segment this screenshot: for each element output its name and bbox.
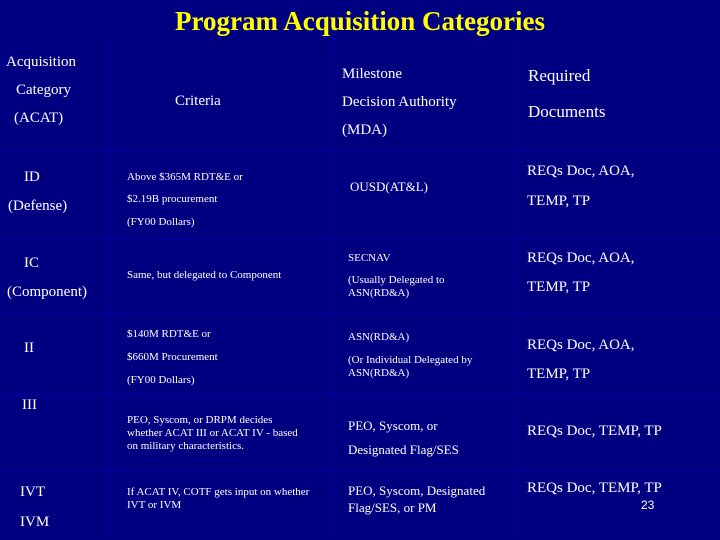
docs-iii: REQs Doc, TEMP, TP	[527, 423, 662, 439]
criteria-id-line1: Above $365M RDT&E or	[127, 171, 243, 183]
docs-id-line2: TEMP, TP	[527, 193, 591, 209]
row-divider	[0, 312, 720, 313]
mda-ii-line2: (Or Individual Delegated by ASN(RD&A)	[348, 354, 473, 379]
docs-ii-line1: REQs Doc, AOA,	[527, 337, 635, 353]
docs-ic-line1: REQs Doc, AOA,	[527, 250, 635, 266]
acat-id: ID	[24, 169, 40, 185]
mda-ii-line1: ASN(RD&A)	[348, 331, 410, 343]
acat-ii: II	[24, 340, 34, 356]
header-docs-line1: Required	[528, 66, 591, 85]
page-number: 23	[641, 498, 655, 512]
criteria-id-line2: $2.19B procurement	[127, 193, 218, 205]
mda-id: OUSD(AT&L)	[350, 179, 428, 194]
header-criteria: Criteria	[175, 93, 221, 109]
docs-id-line1: REQs Doc, AOA,	[527, 163, 635, 179]
criteria-ii-line1: $140M RDT&E or	[127, 328, 211, 340]
column-divider	[110, 38, 111, 538]
header-docs-line2: Documents	[528, 102, 606, 121]
row-divider	[0, 395, 720, 396]
acat-ivt: IVT	[20, 484, 45, 500]
acat-ic-sub: (Component)	[7, 284, 87, 300]
row-divider	[0, 470, 720, 471]
docs-ii-line2: TEMP, TP	[527, 366, 591, 382]
acat-id-sub: (Defense)	[8, 198, 68, 214]
header-acat-line3: (ACAT)	[14, 110, 64, 126]
criteria-iii: PEO, Syscom, or DRPM decides whether ACAT III or ACAT IV - based on military characteristics.	[127, 414, 298, 452]
criteria-ic: Same, but delegated to Component	[127, 269, 282, 281]
acat-ic: IC	[24, 255, 39, 271]
row-divider	[0, 150, 720, 151]
acat-iii: III	[22, 397, 37, 413]
header-acat-line1: Acquisition	[6, 54, 76, 70]
acat-ivm: IVM	[20, 514, 50, 530]
page-title: Program Acquisition Categories	[175, 6, 545, 36]
criteria-iv: If ACAT IV, COTF gets input on whether IVT or IVM	[127, 486, 310, 511]
docs-iv: REQs Doc, TEMP, TP	[527, 480, 662, 496]
mda-iii-line2: Designated Flag/SES	[348, 442, 459, 457]
header-mda-line3: (MDA)	[342, 122, 387, 138]
column-divider	[515, 38, 516, 538]
column-divider	[333, 38, 334, 538]
criteria-ii-line2: $660M Procurement	[127, 351, 218, 363]
header-acat-line2: Category	[16, 82, 71, 98]
criteria-ii-line3: (FY00 Dollars)	[127, 374, 195, 386]
mda-iii-line1: PEO, Syscom, or	[348, 418, 438, 433]
mda-ic-line1: SECNAV	[348, 252, 391, 264]
header-mda-line1: Milestone	[342, 66, 402, 82]
criteria-id-line3: (FY00 Dollars)	[127, 216, 195, 228]
mda-ic-line2: (Usually Delegated to ASN(RD&A)	[348, 274, 445, 299]
row-divider	[0, 238, 720, 239]
docs-ic-line2: TEMP, TP	[527, 279, 591, 295]
mda-iv: PEO, Syscom, Designated Flag/SES, or PM	[348, 483, 486, 515]
header-mda-line2: Decision Authority	[342, 94, 457, 110]
